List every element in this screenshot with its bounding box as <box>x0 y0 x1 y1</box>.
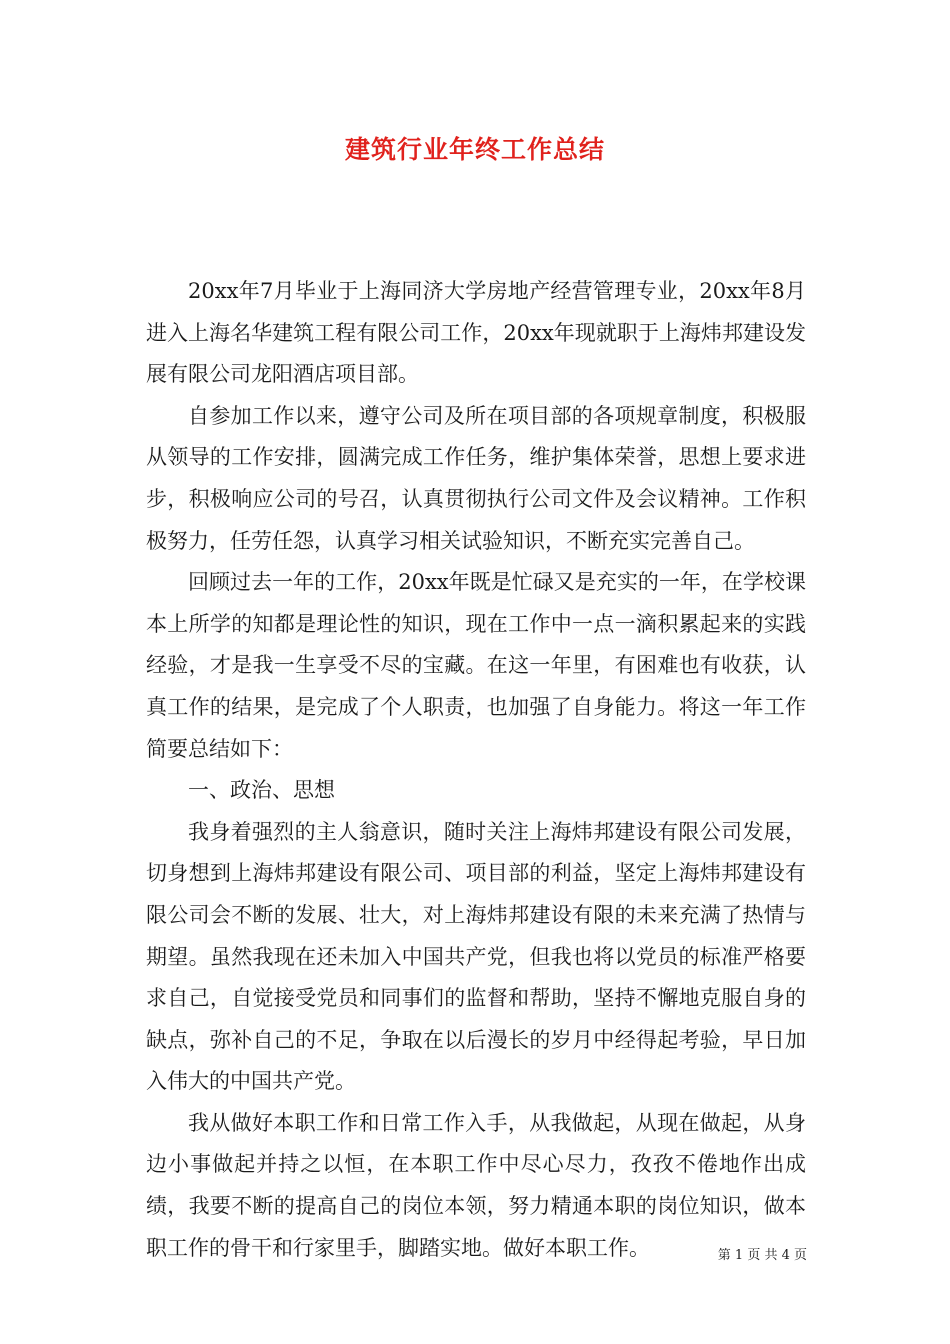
paragraph-graduation: 20xx年7月毕业于上海同济大学房地产经营管理专业，20xx年8月进入上海名华建筑工程有限公司工作，20xx年现就职于上海炜邦建设发展有限公司龙阳酒店项目部。 <box>146 279 806 387</box>
page-number-footer: 第 1 页 共 4 页 <box>717 1248 807 1263</box>
paragraph-work-attitude: 自参加工作以来，遵守公司及所在项目部的各项规章制度，积极服从领导的工作安排，圆满完成工作任务，维护集体荣誉，思想上要求进步，积极响应公司的号召，认真贯彻执行公司文件及会议精神。工作积极努力，任劳任怨，认真学习相关试验知识，不断充实完善自己。 <box>146 403 806 553</box>
paragraph-review: 回顾过去一年的工作，20xx年既是忙碌又是充实的一年，在学校课本上所学的知都是理论性的知识，现在工作中一点一滴积累起来的实践经验，才是我一生享受不尽的宝藏。在这一年里，有困难也有收获，认真工作的结果，是完成了个人职责，也加强了自身能力。将这一年工作简要总结如下： <box>146 570 806 761</box>
section-heading-politics: 一、政治、思想 <box>188 778 335 803</box>
document-body <box>146 271 806 1269</box>
paragraph-ownership: 我身着强烈的主人翁意识，随时关注上海炜邦建设有限公司发展，切身想到上海炜邦建设有限公司、项目部的利益，坚定上海炜邦建设有限公司会不断的发展、壮大，对上海炜邦建设有限的未来充满了热情与期望。虽然我现在还未加入中国共产党，但我也将以党员的标准严格要求自己，自觉接受党员和同事们的监督和帮助，坚持不懈地克服自身的缺点，弥补自己的不足，争取在以后漫长的岁月中经得起考验，早日加入伟大的中国共产党。 <box>146 819 806 1094</box>
document-title: 建筑行业年终工作总结 <box>344 135 605 164</box>
paragraph-duties: 我从做好本职工作和日常工作入手，从我做起，从现在做起，从身边小事做起并持之以恒，在本职工作中尽心尽力，孜孜不倦地作出成绩，我要不断的提高自己的岗位本领，努力精通本职的岗位知识，做本职工作的骨干和行家里手，脚踏实地。做好本职工作。 <box>146 1110 806 1260</box>
